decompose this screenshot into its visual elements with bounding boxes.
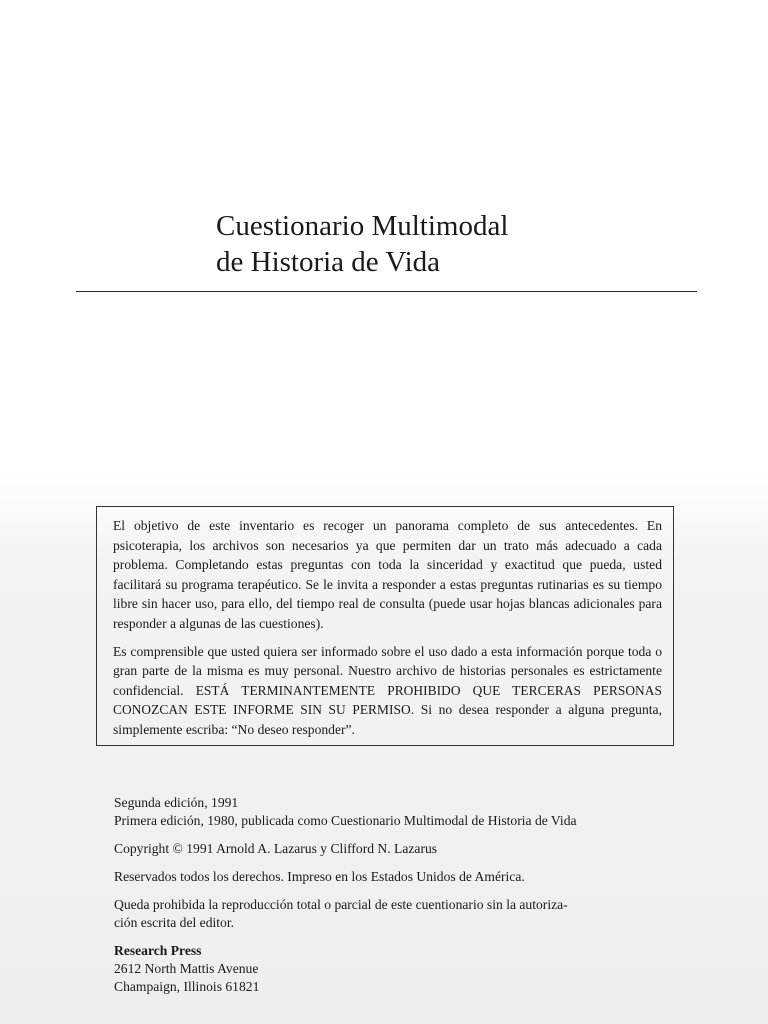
edition-first: Primera edición, 1980, publicada como Cuestionario Multimodal de Historia de Vida (114, 813, 577, 828)
notice-confidentiality-text: Es comprensible que usted quiera ser informado sobre el uso dado a esta información porque toda o gran parte de la misma es muy personal. Nuestro archivo de historias personales es estrictamente confidencial. (113, 643, 662, 698)
reproduction-notice (114, 896, 694, 932)
notice-opt-out-text: Si no desea responder a alguna pregunta, simplemente escriba: “No deseo responder”. (113, 702, 662, 737)
confidentiality-notice-box (96, 506, 674, 746)
notice-paragraph-purpose: El objetivo de este inventario es recoger un panorama completo de sus antecedentes. En psicoterapia, los archivos son necesarios ya que permiten dar un trato más adecuado a cada problema. Completando estas preguntas con toda la sinceridad y exactitud que pueda, usted facilitará su programa terapéutico. Se le invita a responder a estas preguntas rutinarias es su tiempo libre sin hacer uso, para ello, del tiempo real de consulta (puede usar hojas blancas adicionales para responder a algunas de las cuestiones). (113, 518, 662, 631)
publisher-address (114, 942, 694, 996)
edition-history (114, 794, 694, 830)
rights-notice (114, 868, 694, 886)
document-title (216, 208, 508, 280)
copyright-text: Copyright © 1991 Arnold A. Lazarus y Clifford N. Lazarus (114, 841, 438, 856)
copyright-notice (114, 840, 694, 858)
notice-prohibition-text: ESTÁ TERMINANTEMENTE PROHIBIDO QUE TERCERAS PERSONAS CONOZCAN ESTE INFORME SIN SU PERMISO. (113, 682, 662, 718)
imprint-section (114, 794, 694, 1006)
edition-second: Segunda edición, 1991 (114, 795, 239, 810)
notice-paragraph-confidentiality (113, 642, 662, 740)
title-line-1: Cuestionario Multimodal (216, 210, 509, 242)
reproduction-text-line-2: ción escrita del editor. (114, 915, 235, 930)
publisher-name: Research Press (114, 943, 202, 958)
title-divider (76, 291, 697, 292)
publisher-street: 2612 North Mattis Avenue (114, 961, 259, 976)
title-line-2: de Historia de Vida (216, 246, 441, 278)
rights-text: Reservados todos los derechos. Impreso en los Estados Unidos de América. (114, 869, 525, 884)
publisher-city: Champaign, Illinois 61821 (114, 979, 260, 994)
reproduction-text-line-1: Queda prohibida la reproducción total o parcial de este cuentionario sin la autoriza- (114, 897, 568, 912)
